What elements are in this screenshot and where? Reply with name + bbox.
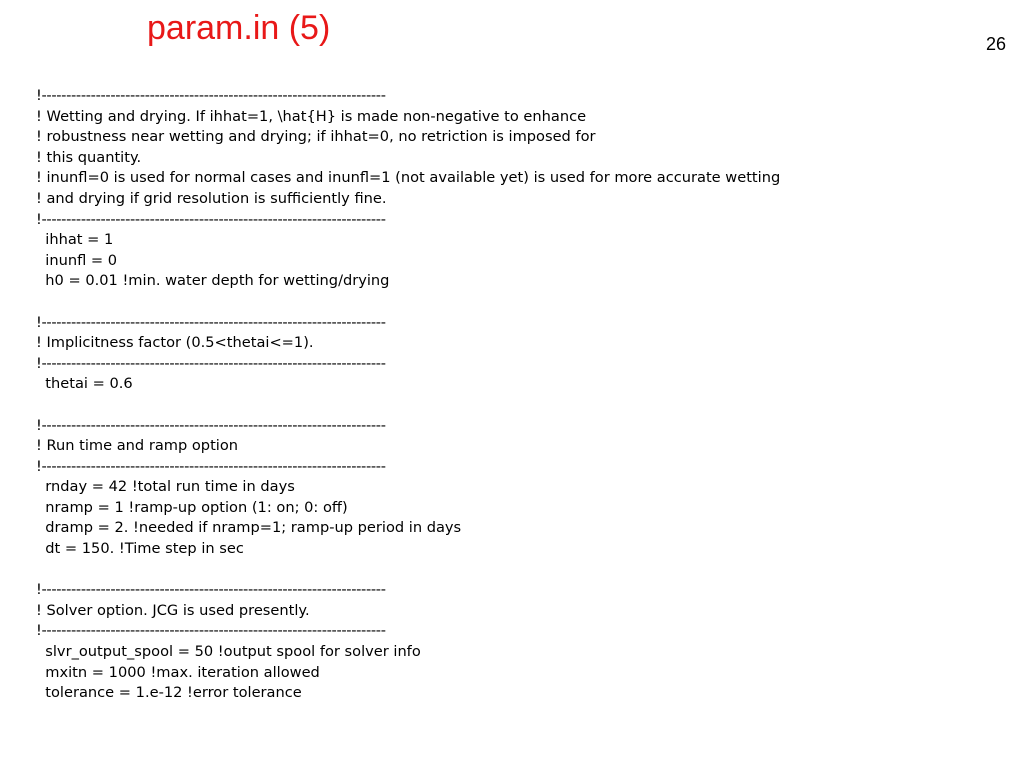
blank-line	[36, 292, 996, 313]
separator-line: !----------------------------------------------------------------------	[36, 354, 386, 372]
param-file-listing	[36, 86, 996, 704]
parameter-line: h0 = 0.01 !min. water depth for wetting/drying	[36, 272, 390, 290]
blank-line	[36, 395, 996, 416]
parameter-line: dt = 150. !Time step in sec	[36, 540, 244, 558]
slide-title: param.in (5)	[147, 9, 331, 47]
separator-line: !----------------------------------------------------------------------	[36, 210, 386, 228]
comment-line: ! Wetting and drying. If ihhat=1, \hat{H} is made non-negative to enhance	[36, 107, 587, 125]
comment-line: ! Run time and ramp option	[36, 437, 239, 455]
comment-line: ! Solver option. JCG is used presently.	[36, 601, 310, 619]
parameter-line: inunfl = 0	[36, 251, 118, 269]
blank-line	[36, 560, 996, 581]
page-number: 26	[986, 34, 1007, 54]
separator-line: !----------------------------------------------------------------------	[36, 622, 386, 640]
separator-line: !----------------------------------------------------------------------	[36, 87, 386, 104]
parameter-line: thetai = 0.6	[36, 375, 133, 393]
comment-line: ! robustness near wetting and drying; if ihhat=0, no retriction is imposed for	[36, 128, 596, 146]
parameter-line: rnday = 42 !total run time in days	[36, 478, 295, 496]
parameter-line: tolerance = 1.e-12 !error tolerance	[36, 684, 302, 702]
comment-line: ! this quantity.	[36, 148, 142, 166]
parameter-line: ihhat = 1	[36, 231, 114, 249]
comment-line: ! Implicitness factor (0.5<thetai<=1).	[36, 334, 314, 352]
parameter-line: dramp = 2. !needed if nramp=1; ramp-up period in days	[36, 519, 462, 537]
comment-line: ! and drying if grid resolution is sufficiently fine.	[36, 189, 387, 207]
separator-line: !----------------------------------------------------------------------	[36, 581, 386, 599]
separator-line: !----------------------------------------------------------------------	[36, 457, 386, 475]
parameter-line: slvr_output_spool = 50 !output spool for solver info	[36, 643, 421, 661]
separator-line: !----------------------------------------------------------------------	[36, 416, 386, 434]
separator-line: !----------------------------------------------------------------------	[36, 313, 386, 331]
comment-line: ! inunfl=0 is used for normal cases and inunfl=1 (not available yet) is used for more accurate wetting	[36, 169, 781, 187]
parameter-line: nramp = 1 !ramp-up option (1: on; 0: off)	[36, 498, 348, 516]
parameter-line: mxitn = 1000 !max. iteration allowed	[36, 663, 320, 681]
